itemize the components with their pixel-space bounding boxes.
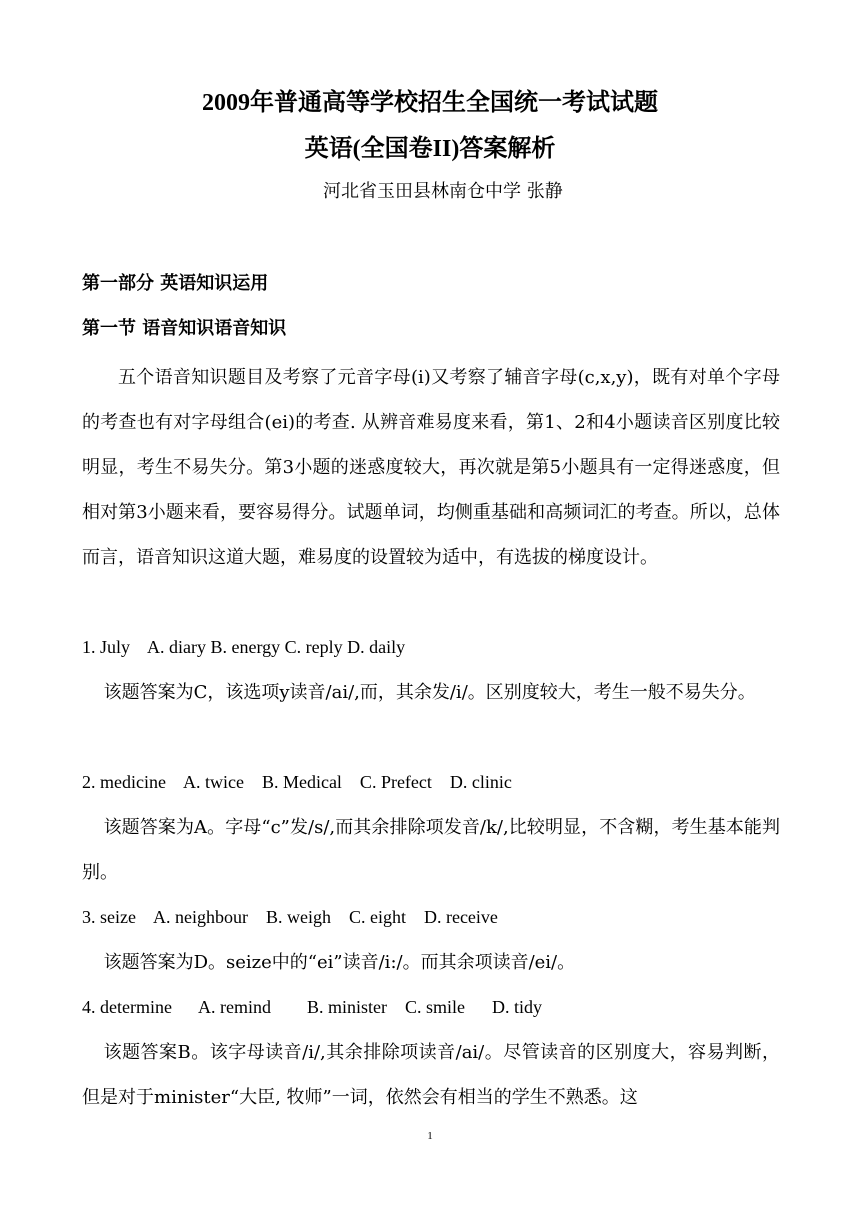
question-4-answer: 该题答案B。该字母读音/i/,其余排除项读音/ai/。尽管读音的区别度大，容易判断，但是对于minister“大臣, 牧师”一词，依然会有相当的学生不熟悉。这 xyxy=(82,1042,780,1108)
question-2-answer: 该题答案为A。字母“c”发/s/,而其余排除项发音/k/,比较明显，不含糊，考生基本能判别。 xyxy=(82,817,780,883)
intro-paragraph: 五个语音知识题目及考察了元音字母(i)又考察了辅音字母(c,x,y)，既有对单个字母的考查也有对字母组合(ei)的考查. 从辨音难易度来看，第1、2和4小题读音区别度比较明显，考生不易失分。第3小题的迷惑度较大，再次就是第5小题具有一定得迷惑度，但相对第3小题来看，要容易得分。试题单词，均侧重基础和高频词汇的考查。所以，总体而言，语音知识这道大题，难易度的设置较为适中，有选拔的梯度设计。 xyxy=(82,367,780,568)
page-number: 1 xyxy=(427,1130,433,1142)
question-3-answer: 该题答案为D。seize中的“ei”读音/i:/。而其余项读音/ei/。 xyxy=(103,952,576,973)
question-1-line: 1. July A. diary B. energy C. reply D. daily xyxy=(82,637,406,657)
question-4-line: 4. determine A. remind B. minister C. smile D. tidy xyxy=(82,997,542,1017)
question-2-line: 2. medicine A. twice B. Medical C. Prefect D. clinic xyxy=(82,772,512,792)
title-line-2: 英语(全国卷II)答案解析 xyxy=(304,136,556,162)
question-1-answer: 该题答案为C，该选项y读音/ai/,而，其余发/i/。区别度较大，考生一般不易失分。 xyxy=(103,682,756,703)
title-line-1: 2009年普通高等学校招生全国统一考试试题 xyxy=(202,90,658,116)
author-line: 河北省玉田县林南仓中学 张静 xyxy=(323,181,563,202)
section-heading: 第一节 语音知识语音知识 xyxy=(82,318,287,339)
question-3-line: 3. seize A. neighbour B. weigh C. eight D. receive xyxy=(82,907,498,927)
part-heading: 第一部分 英语知识运用 xyxy=(82,273,269,294)
